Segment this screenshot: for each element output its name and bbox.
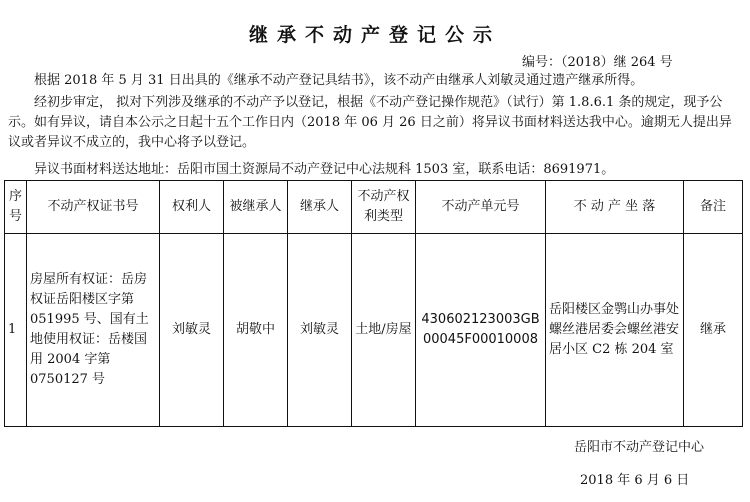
issue-date: 2018 年 6 月 6 日 (580, 473, 690, 488)
header-remark: 备注 (684, 181, 743, 234)
table-header-row (5, 181, 743, 234)
header-cert-no: 不动产权证书号 (27, 181, 160, 234)
cell-decedent: 胡敬中 (224, 234, 288, 427)
cell-seq: 1 (5, 234, 27, 427)
header-location: 不 动 产 坐 落 (546, 181, 684, 234)
document-number: 编号：（2018）继 264 号 (522, 55, 673, 70)
paragraph-objection-address: 异议书面材料送达地址：岳阳市国土资源局不动产登记中心法规科 1503 室，联系电话：8691971。 (34, 162, 615, 177)
header-right-type: 不动产权利类型 (352, 181, 416, 234)
cell-unit-no: 430602123003GB00045F00010008 (416, 234, 546, 427)
cell-remark: 继承 (684, 234, 743, 427)
table-row (5, 234, 743, 427)
header-unit-no: 不动产单元号 (416, 181, 546, 234)
issuer-name: 岳阳市不动产登记中心 (574, 440, 705, 455)
header-owner: 权利人 (160, 181, 224, 234)
cell-right-type: 土地/房屋 (352, 234, 416, 427)
cell-cert-no: 房屋所有权证：岳房权证岳阳楼区字第 051995 号、国有土地使用权证：岳楼国用 2004 字第 0750127 号 (27, 234, 160, 427)
paragraph-review-notice: 经初步审定， 拟对下列涉及继承的不动产予以登记，根据《不动产登记操作规范》（试行）第 1.8.6.1 条的规定，现予公示。如有异议，请自本公示之日起十五个工作日内（2018 年 06 月 26 日之前）将异议书面材料送达我中心。逾期无人提出异议或者异议不成立的，我中心将予以登记。 (8, 95, 732, 150)
document-title: 继承不动产登记公示 (248, 24, 501, 46)
header-decedent: 被继承人 (224, 181, 288, 234)
cell-heir: 刘敏灵 (288, 234, 352, 427)
header-heir: 继承人 (288, 181, 352, 234)
cell-owner: 刘敏灵 (160, 234, 224, 427)
cell-location: 岳阳楼区金鹗山办事处螺丝港居委会螺丝港安居小区 C2 栋 204 室 (546, 234, 684, 427)
header-seq: 序号 (5, 181, 27, 234)
registration-table (4, 180, 743, 427)
paragraph-basis: 根据 2018 年 5 月 31 日出具的《继承不动产登记具结书》，该不动产由继承人刘敏灵通过遗产继承所得。 (34, 73, 644, 88)
